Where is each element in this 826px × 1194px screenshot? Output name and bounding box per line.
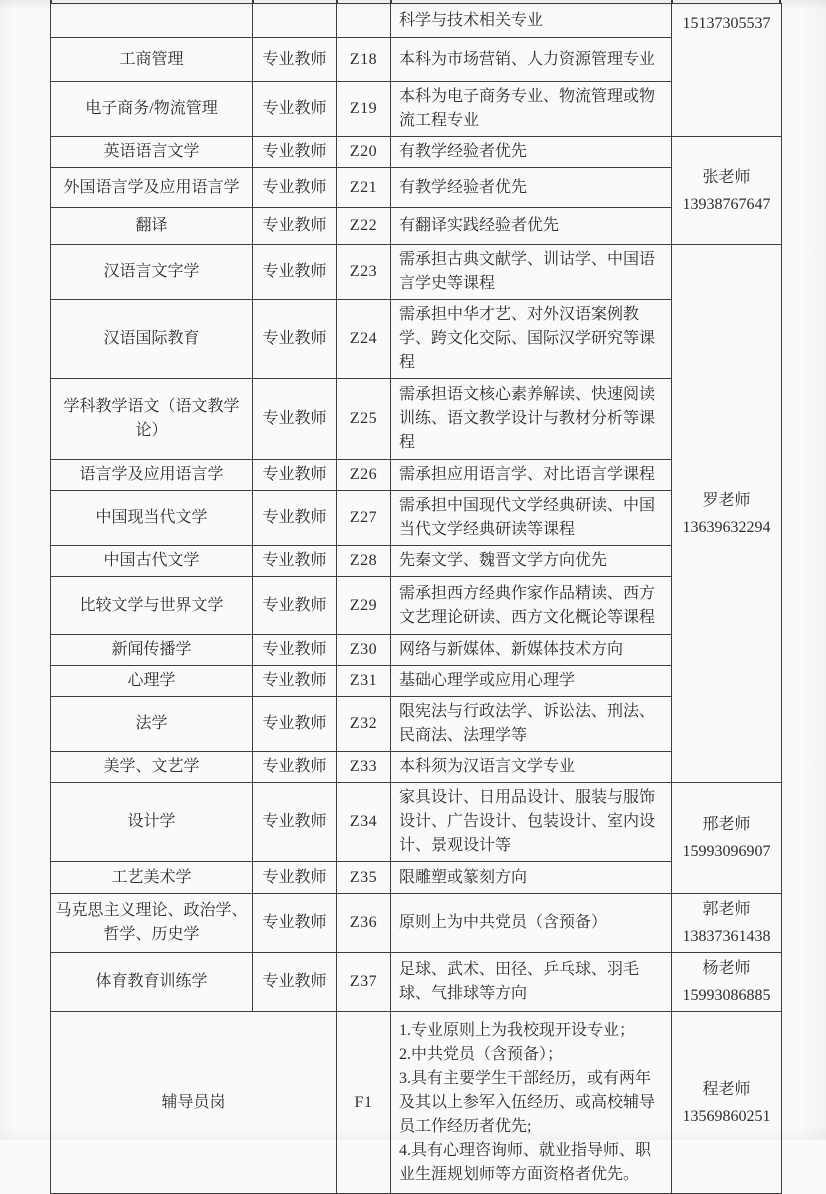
cell-requirements — [391, 137, 672, 168]
table-crop-stub — [671, 0, 673, 4]
table-crop-stub — [390, 0, 392, 4]
cell-contact — [672, 953, 782, 1012]
contact-name: 罗老师 — [702, 491, 751, 509]
cell-contact — [672, 894, 782, 953]
cell-position-type: 专业教师 — [253, 783, 337, 862]
cell-position-name: 翻译 — [51, 208, 253, 245]
table-row — [51, 1012, 782, 1194]
cell-requirements — [391, 546, 672, 577]
cell-position-type: 专业教师 — [253, 635, 337, 666]
cell-requirements — [391, 577, 672, 635]
requirement-line: 基础心理学或应用心理学 — [399, 672, 576, 689]
table-crop-stub — [336, 0, 338, 4]
cell-position-code: Z34 — [337, 783, 391, 862]
table-row — [51, 137, 782, 168]
cell-position-name: 马克思主义理论、政治学、哲学、历史学 — [51, 894, 253, 953]
cell-position-type: 专业教师 — [253, 38, 337, 82]
cell-position-code: Z33 — [337, 752, 391, 783]
requirement-line: 限宪法与行政法学、诉讼法、刑法、民商法、法理学等 — [399, 703, 656, 744]
cell-position-type: 专业教师 — [253, 168, 337, 208]
requirement-line: 需承担西方经典作家作品精读、西方文艺理论研读、西方文化概论等课程 — [399, 584, 656, 626]
cell-position-name: 学科教学语文（语文教学论） — [51, 379, 253, 460]
table-row — [51, 245, 782, 300]
requirement-line: 3.具有主要学生干部经历，或有两年及其以上参军入伍经历、或高校辅导员工作经历者优先; — [399, 1069, 656, 1135]
cell-contact — [672, 245, 782, 783]
cell-position-code: Z21 — [337, 168, 391, 208]
cell-position-type: 专业教师 — [253, 894, 337, 953]
cell-position-name: 语言学及应用语言学 — [51, 460, 253, 491]
cell-position-code: Z29 — [337, 577, 391, 635]
cell-requirements — [391, 491, 672, 546]
contact-phone: 13938767647 — [682, 195, 771, 213]
cell-position-type: 专业教师 — [253, 300, 337, 379]
requirement-line: 需承担中华才艺、对外汉语案例教学、跨文化交际、国际汉学研究等课程 — [399, 306, 656, 371]
cell-position-name: 工艺美术学 — [51, 862, 253, 894]
requirement-line: 有教学经验者优先 — [399, 143, 528, 160]
cell-position-name: 新闻传播学 — [51, 635, 253, 666]
requirement-line: 先秦文学、魏晋文学方向优先 — [399, 552, 608, 569]
cell-position-name: 辅导员岗 — [51, 1012, 337, 1194]
requirement-line: 2.中共党员（含预备）； — [399, 1045, 564, 1063]
table-crop-stub — [50, 0, 52, 4]
cell-position-type: 专业教师 — [253, 577, 337, 635]
requirement-line: 网络与新媒体、新媒体技术方向 — [399, 641, 624, 658]
requirement-line: 4.具有心理咨询师、就业指导师、职业生涯规划师等方面资格者优先。 — [399, 1141, 652, 1183]
cell-position-code: Z22 — [337, 208, 391, 245]
cell-position-code: Z27 — [337, 491, 391, 546]
contact-name: 杨老师 — [702, 960, 751, 977]
cell-requirements — [391, 208, 672, 245]
contact-name: 邢老师 — [702, 816, 751, 833]
cell-position-type — [253, 4, 337, 38]
cell-position-type: 专业教师 — [253, 137, 337, 168]
cell-position-name: 比较文学与世界文学 — [51, 577, 253, 635]
contact-phone: 15993096907 — [682, 843, 771, 860]
cell-contact — [672, 1012, 782, 1194]
cell-position-name: 法学 — [51, 697, 253, 752]
requirement-line: 科学与技术相关专业 — [399, 11, 544, 29]
cell-requirements — [391, 635, 672, 666]
cell-position-code: Z28 — [337, 546, 391, 577]
cell-position-code: Z24 — [337, 300, 391, 379]
cell-position-name: 心理学 — [51, 666, 253, 697]
cell-position-type: 专业教师 — [253, 208, 337, 245]
cell-requirements — [391, 953, 672, 1012]
table-crop-stub — [779, 0, 781, 4]
cell-contact — [672, 137, 782, 245]
cell-position-type: 专业教师 — [253, 953, 337, 1012]
cell-position-name: 英语语言文学 — [51, 137, 253, 168]
cell-requirements — [391, 1012, 672, 1194]
cell-position-code: F1 — [337, 1012, 391, 1194]
table-crop-stub — [252, 0, 254, 4]
requirement-line: 需承担中国现代文学经典研读、中国当代文学经典研读等课程 — [399, 497, 656, 538]
cell-position-name — [51, 4, 253, 38]
requirement-line: 需承担古典文献学、训诂学、中国语言学史等课程 — [399, 251, 656, 292]
cell-position-code: Z37 — [337, 953, 391, 1012]
cell-position-code — [337, 4, 391, 38]
cell-position-type: 专业教师 — [253, 460, 337, 491]
cell-position-code: Z30 — [337, 635, 391, 666]
requirement-line: 需承担应用语言学、对比语言学课程 — [399, 466, 656, 483]
cell-requirements — [391, 862, 672, 894]
contact-phone: 13837361438 — [682, 928, 771, 945]
cell-position-type: 专业教师 — [253, 752, 337, 783]
requirement-line: 原则上为中共党员（含预备） — [399, 914, 608, 931]
cell-position-code: Z23 — [337, 245, 391, 300]
cell-requirements — [391, 752, 672, 783]
contact-phone: 13569860251 — [682, 1107, 771, 1125]
cell-position-name: 外国语言学及应用语言学 — [51, 168, 253, 208]
cell-position-name: 设计学 — [51, 783, 253, 862]
cell-requirements — [391, 245, 672, 300]
requirement-line: 1.专业原则上为我校现开设专业； — [399, 1021, 636, 1039]
cell-position-name: 汉语言文字学 — [51, 245, 253, 300]
cell-position-code: Z25 — [337, 379, 391, 460]
cell-requirements — [391, 4, 672, 38]
cell-position-name: 电子商务/物流管理 — [51, 82, 253, 137]
cell-requirements — [391, 82, 672, 137]
requirement-line: 有教学经验者优先 — [399, 178, 528, 196]
requirement-line: 需承担语文核心素养解读、快速阅读训练、语文教学设计与教材分析等课程 — [399, 386, 656, 451]
table-row — [51, 4, 782, 38]
requirement-line: 家具设计、日用品设计、服装与服饰设计、广告设计、包装设计、室内设计、景观设计等 — [399, 789, 656, 854]
cell-position-type: 专业教师 — [253, 245, 337, 300]
cell-requirements — [391, 38, 672, 82]
cell-position-code: Z18 — [337, 38, 391, 82]
cell-position-type: 专业教师 — [253, 862, 337, 894]
requirement-line: 本科为电子商务专业、物流管理或物流工程专业 — [399, 88, 656, 129]
cell-contact — [672, 4, 782, 137]
cell-position-name: 汉语国际教育 — [51, 300, 253, 379]
cell-position-type: 专业教师 — [253, 491, 337, 546]
recruitment-table — [50, 3, 782, 1194]
recruitment-table-body — [51, 4, 782, 1194]
requirement-line: 本科须为汉语言文学专业 — [399, 758, 576, 775]
cell-position-code: Z36 — [337, 894, 391, 953]
table-row — [51, 953, 782, 1012]
contact-name: 程老师 — [702, 1080, 751, 1098]
requirement-line: 本科为市场营销、人力资源管理专业 — [399, 50, 656, 68]
cell-position-code: Z35 — [337, 862, 391, 894]
cell-position-name: 体育教育训练学 — [51, 953, 253, 1012]
requirement-line: 限雕塑或篆刻方向 — [399, 868, 528, 886]
cell-position-name: 美学、文艺学 — [51, 752, 253, 783]
cell-position-type: 专业教师 — [253, 666, 337, 697]
requirement-line: 有翻译实践经验者优先 — [399, 217, 560, 234]
cell-position-code: Z20 — [337, 137, 391, 168]
cell-position-name: 中国古代文学 — [51, 546, 253, 577]
table-row — [51, 783, 782, 862]
cell-requirements — [391, 783, 672, 862]
cell-position-type: 专业教师 — [253, 546, 337, 577]
cell-requirements — [391, 666, 672, 697]
cell-requirements — [391, 379, 672, 460]
requirement-line: 足球、武术、田径、乒乓球、羽毛球、气排球等方向 — [399, 961, 640, 1002]
cell-requirements — [391, 460, 672, 491]
cell-requirements — [391, 168, 672, 208]
cell-position-name: 工商管理 — [51, 38, 253, 82]
cell-position-type: 专业教师 — [253, 82, 337, 137]
cell-position-code: Z19 — [337, 82, 391, 137]
contact-name: 张老师 — [702, 168, 751, 186]
cell-position-type: 专业教师 — [253, 379, 337, 460]
contact-phone: 13639632294 — [682, 518, 771, 536]
cell-requirements — [391, 697, 672, 752]
contact-phone: 15137305537 — [682, 15, 771, 32]
table-row — [51, 894, 782, 953]
contact-phone: 15993086885 — [682, 987, 771, 1004]
contact-name: 郭老师 — [702, 901, 751, 918]
cell-position-code: Z31 — [337, 666, 391, 697]
cell-position-code: Z32 — [337, 697, 391, 752]
cell-contact — [672, 783, 782, 894]
cell-position-type: 专业教师 — [253, 697, 337, 752]
cell-requirements — [391, 894, 672, 953]
cell-position-code: Z26 — [337, 460, 391, 491]
cell-position-name: 中国现当代文学 — [51, 491, 253, 546]
cell-requirements — [391, 300, 672, 379]
